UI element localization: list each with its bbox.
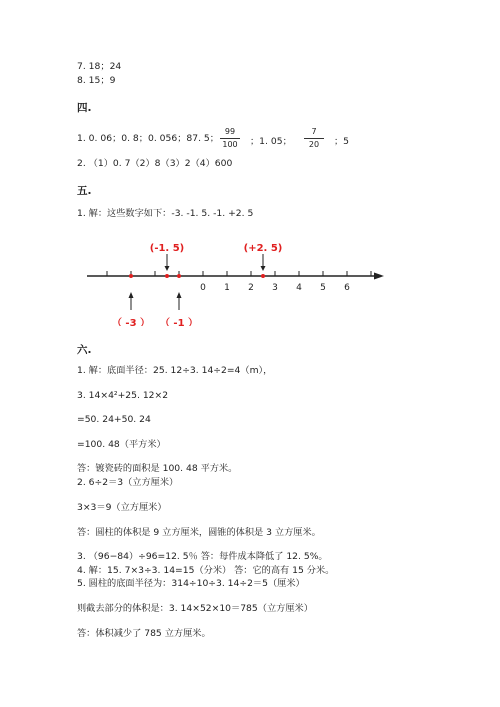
fraction-bar xyxy=(220,138,240,139)
marked-point xyxy=(261,274,265,278)
fraction-bar xyxy=(304,138,324,139)
fraction-numerator: 99 xyxy=(224,127,236,136)
section-4-q1-mid: ；1. 05； xyxy=(250,136,292,147)
section-6-line-10: 4. 解：15. 7×3÷3. 14=15（分米） 答：它的高有 15 分米。 xyxy=(77,565,335,576)
marked-point xyxy=(129,274,133,278)
tick-label-1: 1 xyxy=(224,283,230,293)
point-label: （ -1 ） xyxy=(159,318,199,326)
pointer-arrowhead xyxy=(177,292,182,298)
section-6-line-7: 3×3＝9（立方厘米） xyxy=(77,502,167,513)
section-6-heading: 六. xyxy=(77,344,92,356)
section-5-q1: 1. 解：这些数字如下：-3. -1. 5. -1. +2. 5 xyxy=(77,208,254,219)
section-6-line-11: 5. 圆柱的底面半径为：314÷10÷3. 14÷2＝5（厘米） xyxy=(77,578,305,589)
fraction-denominator: 20 xyxy=(308,140,320,149)
point-label: (-1. 5) xyxy=(149,243,185,254)
axis-arrowhead xyxy=(374,273,384,280)
fraction-7-20 xyxy=(302,127,326,150)
section-5-heading: 五. xyxy=(77,185,92,197)
tick-label-2: 2 xyxy=(248,283,254,293)
section-6-line-12: 则截去部分的体积是：3. 14×52×10＝785（立方厘米） xyxy=(77,603,313,614)
section-6-line-1: 1. 解：底面半径：25. 12÷3. 14÷2=4（m）， xyxy=(77,365,273,376)
tick-label-6: 6 xyxy=(344,283,350,293)
fraction-99-100 xyxy=(218,127,242,150)
section-6-line-2: 3. 14×4²+25. 12×2 xyxy=(77,390,169,401)
tick-label-5: 5 xyxy=(320,283,326,293)
section-4-heading: 四. xyxy=(77,102,92,114)
point-label: (+2. 5) xyxy=(243,243,283,254)
pointer-arrowhead xyxy=(261,266,266,271)
section-6-line-9: 3. （96−84）÷96=12. 5％ 答：每件成本降低了 12. 5%。 xyxy=(77,551,328,562)
top-answer-7: 7. 18；24 xyxy=(77,61,122,72)
tick-label-4: 4 xyxy=(296,283,302,293)
section-4-q1-end: ；5 xyxy=(334,136,350,147)
pointer-arrowhead xyxy=(165,266,170,271)
number-line-figure xyxy=(0,236,500,326)
section-6-line-6: 2. 6÷2＝3（立方厘米） xyxy=(77,477,179,488)
top-answer-8: 8. 15；9 xyxy=(77,75,116,86)
point-label: （ -3 ） xyxy=(111,318,151,326)
section-6-line-5: 答：镀瓷砖的面积是 100. 48 平方米。 xyxy=(77,463,238,474)
section-6-line-3: =50. 24+50. 24 xyxy=(77,414,151,425)
fraction-denominator: 100 xyxy=(222,140,238,149)
section-6-line-8: 答：圆柱的体积是 9 立方厘米，圆锥的体积是 3 立方厘米。 xyxy=(77,527,321,538)
section-4-q2: 2. （1）0. 7（2）8（3）2（4）600 xyxy=(77,158,233,169)
section-4-q1: 1. 0. 06；0. 8；0. 056；87. 5； xyxy=(77,133,219,144)
tick-label-0: 0 xyxy=(200,283,206,293)
marked-point xyxy=(165,274,169,278)
section-6-line-4: =100. 48（平方米） xyxy=(77,439,166,450)
pointer-arrowhead xyxy=(129,292,134,298)
tick-label-3: 3 xyxy=(272,283,278,293)
fraction-numerator: 7 xyxy=(311,127,317,136)
section-6-line-13: 答：体积减少了 785 立方厘米。 xyxy=(77,628,211,639)
marked-point xyxy=(177,274,181,278)
